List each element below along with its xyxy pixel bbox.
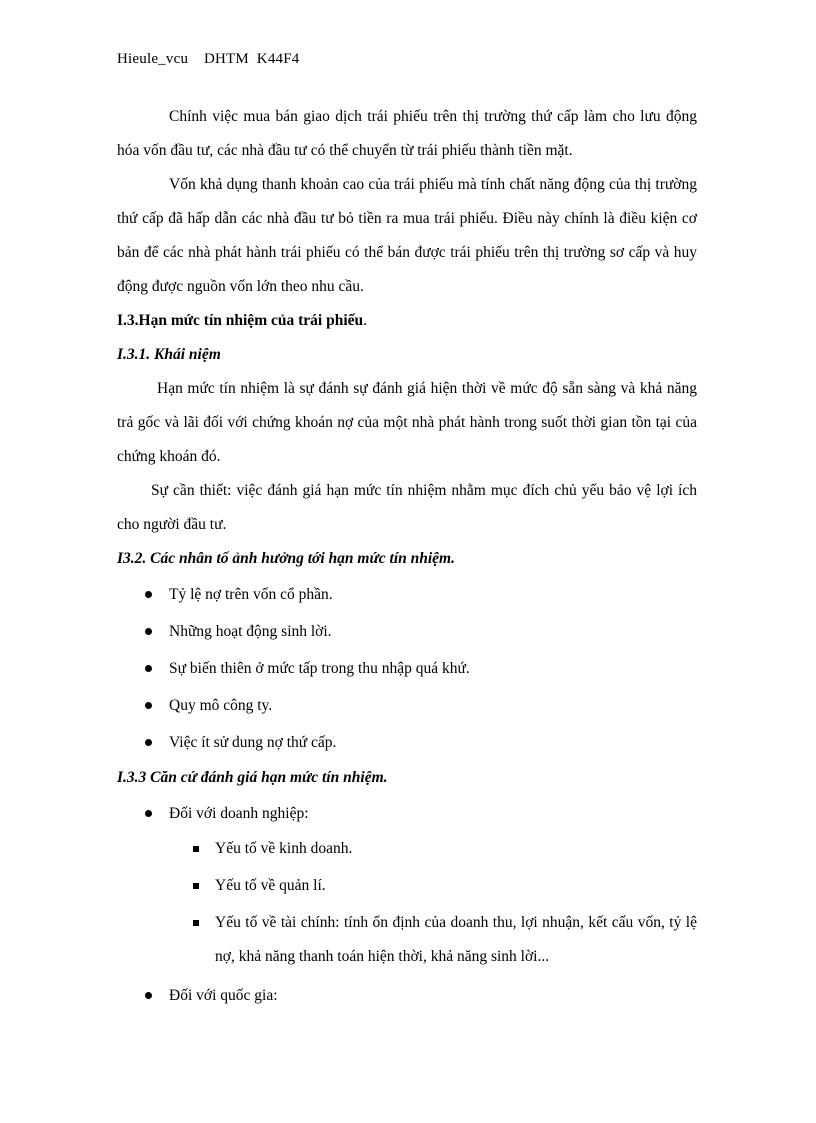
- bullet-icon: [145, 810, 152, 817]
- bullet-icon: [145, 702, 152, 709]
- list-item: [117, 650, 697, 687]
- section-heading-i32: I3.2. Các nhân tố ảnh hưởng tới hạn mức tín nhiệm.: [117, 550, 455, 567]
- section-heading-i3-text: I.3.Hạn mức tín nhiệm của trái phiếu: [117, 312, 364, 329]
- list-item-text: Tỷ lệ nợ trên vốn cổ phần.: [169, 586, 333, 603]
- list-item-text: Đối với doanh nghiệp:: [169, 805, 309, 822]
- sublist-item: [117, 869, 697, 903]
- bullet-icon: [145, 992, 152, 999]
- square-bullet-icon: [193, 920, 199, 926]
- criteria-list-continued: [117, 977, 697, 1014]
- paragraph-secondary-market: Chính việc mua bán giao dịch trái phiếu trên thị trường thứ cấp làm cho lưu động hóa vốn đầu tư, các nhà đầu tư có thể chuyển từ trái phiếu thành tiền mặt.: [117, 108, 697, 159]
- bullet-icon: [145, 665, 152, 672]
- sublist-item-text: Yếu tố về kinh doanh.: [215, 840, 353, 857]
- list-item-text: Đối với quốc gia:: [169, 987, 278, 1004]
- enterprise-sublist: [117, 832, 697, 974]
- paragraph-liquidity: Vốn khả dụng thanh khoản cao của trái phiếu mà tính chất năng động của thị trường thứ cấp đã hấp dẫn các nhà đầu tư bỏ tiền ra mua trái phiếu. Điều này chính là điều kiện cơ bản để các nhà phát hành trái phiếu có thể bán được trái phiếu trên thị trường sơ cấp và huy động được nguồn vốn lớn theo nhu cầu.: [117, 176, 697, 295]
- factors-list: [117, 576, 697, 761]
- document-body: [117, 100, 697, 1014]
- paragraph-definition: Hạn mức tín nhiệm là sự đánh sự đánh giá hiện thời về mức độ sẵn sàng và khả năng trả gốc và lãi đối với chứng khoán nợ của một nhà phát hành trong suốt thời gian tồn tại của chứng khoán đó.: [117, 380, 697, 465]
- sublist-item-text: Yếu tố về tài chính: tính ổn định của doanh thu, lợi nhuận, kết cấu vốn, tỷ lệ nợ, khả năng thanh toán hiện thời, khả năng sinh lời...: [215, 914, 697, 965]
- section-heading-i3: [117, 304, 697, 338]
- list-item-text: Những hoạt động sinh lời.: [169, 623, 332, 640]
- sublist-item-text: Yếu tố về quản lí.: [215, 877, 326, 894]
- sublist-item: [117, 832, 697, 866]
- paragraph-necessity: Sự cần thiết: việc đánh giá hạn mức tín nhiệm nhằm mục đích chủ yếu bảo vệ lợi ích cho người đầu tư.: [117, 482, 697, 533]
- section-heading-i33: I.3.3 Căn cứ đánh giá hạn mức tín nhiệm.: [117, 769, 388, 786]
- list-item: [117, 613, 697, 650]
- list-item-enterprise: [117, 795, 697, 832]
- page-header: Hieule_vcu DHTM K44F4: [117, 51, 300, 67]
- bullet-icon: [145, 739, 152, 746]
- list-item-text: Quy mô công ty.: [169, 697, 273, 714]
- section-heading-i3-period: .: [363, 312, 367, 329]
- list-item: [117, 724, 697, 761]
- section-heading-i31: I.3.1. Khái niệm: [117, 346, 221, 363]
- criteria-list: [117, 795, 697, 832]
- sublist-item: [117, 906, 697, 974]
- list-item-country: [117, 977, 697, 1014]
- square-bullet-icon: [193, 846, 199, 852]
- list-item-text: Việc ít sử dung nợ thứ cấp.: [169, 734, 337, 751]
- square-bullet-icon: [193, 883, 199, 889]
- bullet-icon: [145, 628, 152, 635]
- list-item: [117, 687, 697, 724]
- list-item: [117, 576, 697, 613]
- list-item-text: Sự biến thiên ở mức tấp trong thu nhập quá khứ.: [169, 660, 470, 677]
- bullet-icon: [145, 591, 152, 598]
